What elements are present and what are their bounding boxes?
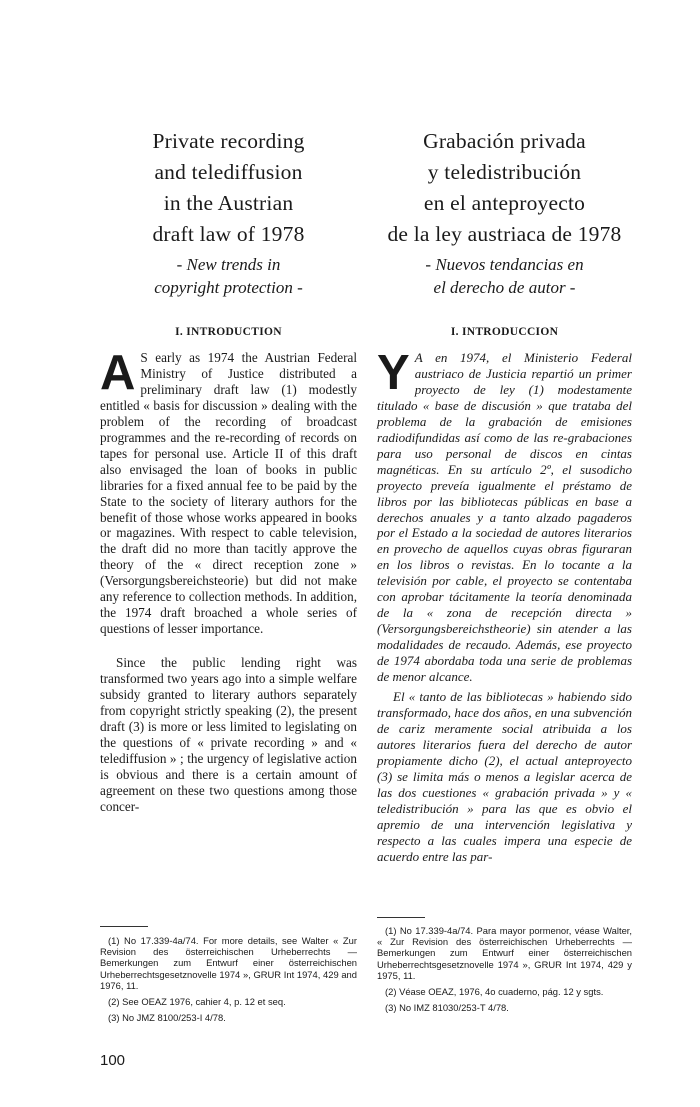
spanish-section-heading: I. INTRODUCCION — [450, 326, 559, 338]
paragraph-text: S early as 1974 the Austrian Federal Ministry of Justice distributed a preliminary draft law (1) modestly entitled « basis for discussion » dealing with the problem of the recording of broadcast programmes and the re-recording of records on tapes for personal use. Article II of this draft also envisaged the loan of books in public libraries for a fixed annual fee to be paid by the State to the society of literary authors for the benefit of those whose works appeared in books or magazines. With respect to cable television, the draft did no more than tacitly approve the theory of the « direct reception zone » (Versorgungsbereichsteorie) but did not make any reference to collection methods. In addition, the 1974 draft broached a whole series of questions of lesser importance. — [100, 350, 357, 637]
english-footnotes — [100, 935, 357, 1028]
footnote-divider — [377, 917, 425, 918]
spanish-paragraph-1 — [377, 346, 632, 685]
spanish-body — [377, 346, 632, 865]
spanish-subtitle — [377, 254, 632, 299]
spanish-title — [377, 126, 632, 250]
drop-cap: Y — [377, 346, 410, 400]
footnote: (1) No 17.339-4a/74. Para mayor pormenor, véase Walter, « Zur Revision des österreichischen Urheberrechts — Bemerkungen zum Entwurf einer österreichischen Urheberrechtsgesetznovelle 1974 », GRUR Int 1974, 429 y 1975, 11. — [377, 925, 632, 981]
title-line: en el anteproyecto — [423, 191, 586, 215]
subtitle-line: - Nuevos tendancias en — [425, 255, 584, 274]
title-line: Grabación privada — [423, 129, 586, 153]
footnote: (2) Véase OEAZ, 1976, 4o cuaderno, pág. 12 y sgts. — [385, 986, 604, 998]
footnote: (3) No IMZ 81030/253-T 4/78. — [385, 1002, 509, 1014]
english-subtitle — [100, 254, 357, 299]
spanish-paragraph-2: El « tanto de las bibliotecas » habiendo sido transformado, hace dos años, en una subvención de cariz meramente social atribuida a los autores literarios fuera del derecho de autor propiamente dicho (2), el actual anteproyecto (3) se limita más o menos a legislar acerca de las dos cuestiones « grabación privada » y « teledistribución » para las que es obvio el apremio de una intervención legislativa y respecto a las cuales impera una especie de acuerdo entre las par- — [377, 689, 632, 864]
title-line: y teledistribución — [427, 160, 582, 184]
subtitle-line: copyright protection - — [154, 277, 303, 297]
subtitle-line: el derecho de autor - — [433, 277, 576, 297]
title-line: de la ley austriaca de 1978 — [387, 222, 622, 246]
english-section-heading: I. INTRODUCTION — [175, 326, 282, 338]
title-line: and telediffusion — [154, 160, 303, 184]
drop-cap: A — [100, 346, 136, 400]
page-number: 100 — [100, 1052, 126, 1069]
footnote-divider — [100, 926, 148, 927]
english-body — [100, 346, 357, 815]
subtitle-line: - New trends in — [176, 255, 281, 274]
footnote: (3) No JMZ 8100/253-I 4/78. — [108, 1012, 226, 1024]
english-title — [100, 126, 357, 250]
english-paragraph-1 — [100, 346, 357, 637]
english-paragraph-2: Since the public lending right was transformed two years ago into a simple welfare subsidy granted to literary authors separately from copyright strictly speaking (2), the present draft (3) is more or less limited to legislating on the questions of « private recording » and « telediffusion » ; the urgency of legislative action is obvious and there is a certain amount of agreement on these two questions among those concer- — [100, 655, 357, 814]
footnote: (2) See OEAZ 1976, cahier 4, p. 12 et seq. — [108, 996, 286, 1008]
footnote: (1) No 17.339-4a/74. For more details, see Walter « Zur Revision des österreichischen Urheberrechts — Bemerkungen zum Entwurf einer österreichischen Urheberrechtsgesetznovelle 1974 », GRUR Int 1974, 429 and 1976, 11. — [100, 935, 357, 991]
spanish-footnotes — [377, 925, 632, 1018]
paragraph-text: A en 1974, el Ministerio Federal austriaco de Justicia repartió un primer proyecto de ley (1) modestamente titulado « base de discusión » que trataba del problema de la grabación de emisiones radiodifundidas así como de las re-grabaciones para uso personal de discos en cintas magnéticas. En su artículo 2º, el susodicho proyecto preveía igualmente el préstamo de libros por las bibliotecas públicas en base a derechos anuales y a tanto alzado pagaderos por el Estado a la sociedad de autores literarios en provecho de aquellos cuyas obras figuraran en los libros o revistas. En lo tocante a la televisión por cable, el proyecto se contentaba con aprobar tácitamente la teoría denominada de la « zona de recepción directa » (Versorgungsbereichstheorie) sin atender a las modalidades de recaudo. Además, ese proyecto de 1974 abordaba toda una serie de problemas de menor alcance. — [377, 350, 632, 685]
title-line: Private recording — [152, 129, 305, 153]
title-line: draft law of 1978 — [152, 222, 305, 246]
title-line: in the Austrian — [163, 191, 294, 215]
